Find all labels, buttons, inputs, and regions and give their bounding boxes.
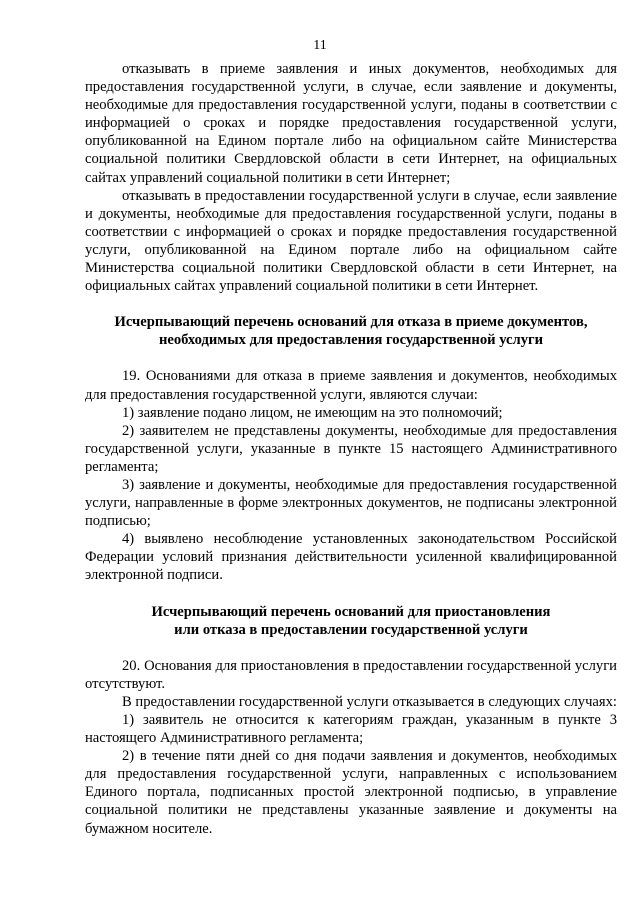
- section-heading-line: Исчерпывающий перечень оснований для приостановления: [151, 603, 551, 620]
- paragraph: отказывать в приеме заявления и иных документов, необходимых для предоставления государственной услуги, в случае, если заявление и документы, необходимые для предоставления государственной услуги, поданы в соответствии с информацией о сроках и порядке предоставления государственной услуги, опубликованной на Едином портале либо на официальном сайте Министерства социальной политики Свердловской области в сети Интернет, на официальных сайтах управлений социальной политики в сети Интернет;: [85, 61, 617, 186]
- paragraph: отказывать в предоставлении государственной услуги в случае, если заявление и документы, необходимые для предоставления государственной услуги, поданы в соответствии с информацией о сроках и порядке предоставления государственной услуги, опубликованной на Едином портале либо на официальном сайте Министерства социальной политики Свердловской области в сети Интернет, на официальных сайтах управлений социальной политики в сети Интернет.: [85, 187, 617, 295]
- paragraph: 19. Основаниями для отказа в приеме заявления и документов, необходимых для предоставления государственной услуги, являются случаи:: [85, 368, 617, 403]
- list-item: 1) заявитель не относится к категориям граждан, указанным в пункте 3 настоящего Административного регламента;: [85, 712, 617, 747]
- section-heading: [85, 313, 617, 349]
- paragraph: В предоставлении государственной услуги отказывается в следующих случаях:: [122, 693, 617, 710]
- section-heading-line: необходимых для предоставления государственной услуги: [158, 332, 544, 349]
- list-item: 1) заявление подано лицом, не имеющим на это полномочий;: [122, 404, 503, 421]
- section-heading-line: или отказа в предоставлении государственной услуги: [174, 621, 528, 638]
- paragraph: 20. Основания для приостановления в предоставлении государственной услуги отсутствуют.: [85, 657, 617, 692]
- list-item: 2) заявителем не представлены документы, необходимые для предоставления государственной услуги, указанные в пункте 15 настоящего Административного регламента;: [85, 422, 617, 475]
- section-heading: [85, 603, 617, 639]
- document-body: [85, 60, 617, 838]
- list-item: 4) выявлено несоблюдение установленных законодательством Российской Федерации условий признания действительности усиленной квалифицированной электронной подписи.: [85, 531, 617, 584]
- page-number: 11: [313, 38, 327, 53]
- section-heading-line: Исчерпывающий перечень оснований для отказа в приеме документов,: [114, 314, 588, 331]
- list-item: 3) заявление и документы, необходимые для предоставления государственной услуги, направленные в форме электронных документов, не подписаны электронной подписью;: [85, 476, 617, 530]
- list-item: 2) в течение пяти дней со дня подачи заявления и документов, необходимых для предоставления государственной услуги, направленных с использованием Единого портала, подписанных простой электронной подписью, в управление социальной политики не представлены указанные заявление и документы на бумажном носителе.: [85, 748, 617, 837]
